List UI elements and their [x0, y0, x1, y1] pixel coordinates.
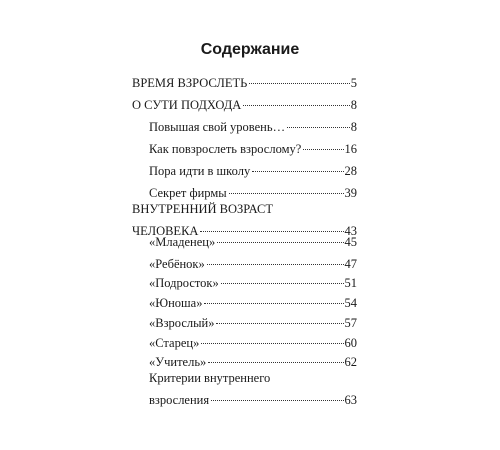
toc-entry-label: «Старец»: [149, 336, 200, 350]
dot-leader: [200, 330, 343, 347]
toc-entry-label: «Младенец»: [149, 235, 216, 249]
page-title: Содержание: [200, 41, 300, 58]
toc-page-number: 39: [344, 186, 357, 200]
toc-page-number: 16: [344, 142, 357, 156]
toc-subentry: [149, 136, 357, 156]
toc-entry-label: Повышая свой уровень…: [149, 120, 286, 134]
toc-subentry: [149, 349, 357, 369]
toc-page-number: 57: [344, 316, 357, 330]
dot-leader: [242, 92, 349, 109]
toc-page-number: 63: [344, 393, 357, 407]
toc-page-number: 45: [344, 235, 357, 249]
toc-subentry: [149, 229, 357, 249]
toc-page-number: 54: [344, 296, 357, 310]
toc-entry: [132, 92, 357, 112]
toc-subentry: [149, 290, 357, 310]
dot-leader: [215, 310, 343, 327]
toc-subentry: [149, 330, 357, 350]
dot-leader: [216, 229, 343, 246]
dot-leader: [248, 70, 349, 87]
dot-leader: [302, 136, 343, 153]
toc-subentry: [149, 270, 357, 290]
dot-leader: [203, 290, 343, 307]
toc-entry-label: ЧЕЛОВЕКА: [132, 224, 199, 238]
toc-subentry: [149, 180, 357, 200]
toc-entry-label: «Подросток»: [149, 276, 219, 290]
toc-page-number: 43: [344, 224, 357, 238]
toc-subentry: [149, 251, 357, 271]
toc-entry-label: О СУТИ ПОДХОДА: [132, 98, 242, 112]
dot-leader: [206, 251, 344, 268]
toc-entry-label: «Учитель»: [149, 355, 207, 369]
toc-subentry: [149, 114, 357, 134]
toc-entry-label: ВРЕМЯ ВЗРОСЛЕТЬ: [132, 76, 248, 90]
toc-entry-label: Секрет фирмы: [149, 186, 227, 200]
dot-leader: [251, 158, 343, 175]
toc-entry-label: взросления: [149, 393, 210, 407]
dot-leader: [286, 114, 350, 131]
toc-page-number: 62: [344, 355, 357, 369]
toc-entry: [132, 70, 357, 90]
dot-leader: [228, 180, 344, 197]
dot-leader: [210, 387, 343, 404]
toc-entry-label-line1: Критерии внутреннего: [149, 371, 271, 385]
toc-page-number: 47: [344, 257, 357, 271]
toc-entry-label-line1: ВНУТРЕННИЙ ВОЗРАСТ: [132, 202, 274, 216]
toc-page-number: 5: [350, 76, 357, 90]
toc-page-number: 8: [350, 98, 357, 112]
toc-page-number: 28: [344, 164, 357, 178]
toc-entry-label: «Ребёнок»: [149, 257, 205, 271]
toc-entry-label: «Юноша»: [149, 296, 203, 310]
toc-page-number: 60: [344, 336, 357, 350]
toc-subentry: [149, 158, 357, 178]
toc-entry-label: Как повзрослеть взрослому?: [149, 142, 302, 156]
toc-entry: [132, 201, 357, 238]
toc-subentry: [149, 310, 357, 330]
toc-subentry: [149, 370, 357, 407]
dot-leader: [220, 270, 344, 287]
toc-entry-label: «Взрослый»: [149, 316, 215, 330]
toc-page-number: 51: [344, 276, 357, 290]
toc-entry-label: Пора идти в школу: [149, 164, 251, 178]
toc-page-number: 8: [350, 120, 357, 134]
dot-leader: [207, 349, 343, 366]
